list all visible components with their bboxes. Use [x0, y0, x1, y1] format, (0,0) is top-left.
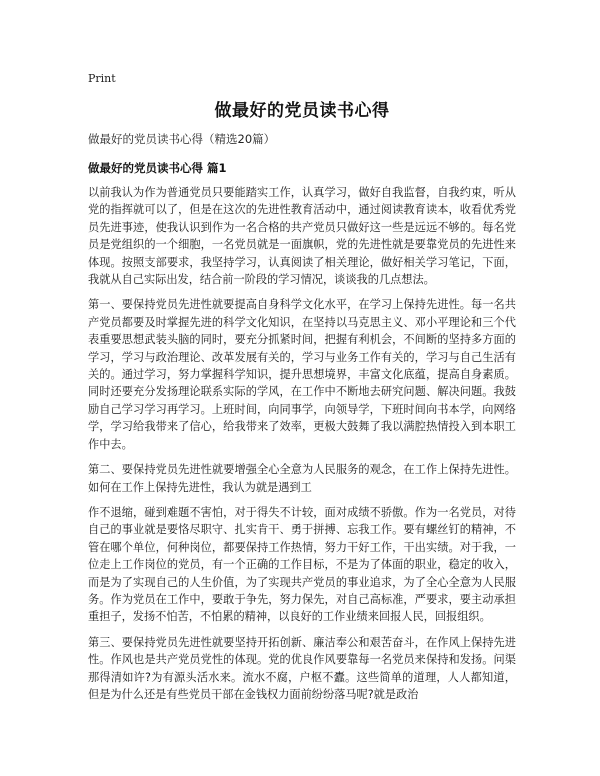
- document-subtitle: 做最好的党员读书心得（精选20篇）: [88, 132, 276, 146]
- paragraph: 第三、要保持党员先进性就要坚持开拓创新、廉洁奉公和艰苦奋斗，在作风上保持先进性。作风也是共产党员党性的体现。党的优良作风要靠每一名党员来保持和发扬。问渠那得清如许?为有源头活水来。流水不腐，户枢不蠹。这些简单的道理，人人都知道，但是为什么还是有些党员干部在金钱权力面前纷纷落马呢?就是政治: [88, 635, 516, 701]
- print-link[interactable]: Print: [88, 72, 116, 85]
- document-page: [88, 0, 516, 776]
- paragraph: 第二、要保持党员先进性就要增强全心全意为人民服务的观念，在工作上保持先进性。如何在工作上保持先进性，我认为就是遇到工: [88, 463, 516, 494]
- paragraph: 以前我认为作为普通党员只要能踏实工作，认真学习，做好自我监督，自我约束，听从党的指挥就可以了，但是在这次的先进性教育活动中，通过阅读教育读本，收看优秀党员先进事迹，使我认识到作为一名合格的共产党员只做好这一些是远远不够的。每名党员是党组织的一个细胞，一名党员就是一面旗帜，党的先进性就是要靠党员的先进性来体现。按照支部要求，我坚持学习，认真阅读了相关理论，做好相关学习笔记，下面，我就从自己实际出发，结合前一阶段的学习情况，谈谈我的几点想法。: [88, 186, 516, 287]
- document-body: [88, 184, 516, 711]
- paragraph: 第一、要保持党员先进性就要提高自身科学文化水平，在学习上保持先进性。每一名共产党员都要及时掌握先进的科学文化知识，在坚持以马克思主义、邓小平理论和三个代表重要思想武装头脑的同时，要充分抓紧时间，把握有利机会，不间断的坚持多方面的学习，学习与政治理论、改革发展有关的，学习与业务工作有关的，学习与自己生活有关的。通过学习，努力掌握科学知识，提升思想境界，丰富文化底蕴，提高自身素质。同时还要充分发扬理论联系实际的学风，在工作中不断地去研究问题、解决问题。我鼓励自己学习学习再学习。上班时间，向同事学，向领导学，下班时间向书本学，向网络学，学习给我带来了信心，给我带来了效率，更极大鼓舞了我以满腔热情投入到本职工作中去。: [88, 298, 516, 451]
- paragraph: 作不退缩，碰到难题不害怕，对于得失不计较，面对成绩不骄傲。作为一名党员，对待自己的事业就是要恪尽职守、扎实肯干、勇于拼搏、忘我工作。要有螺丝钉的精神，不管在哪个单位，何种岗位，都要保持工作热情，努力干好工作，干出实绩。对于我，一位走上工作岗位的党员，有一个正确的工作目标，不是为了体面的职业，稳定的收入，而是为了实现自己的人生价值，为了实现共产党员的事业追求，为了全心全意为人民服务。作为党员在工作中，要敢于争先，努力保先，对自己高标准，严要求，要主动承担重担子，发扬不怕苦，不怕累的精神，以良好的工作业绩来回报人民，回报组织。: [88, 505, 516, 624]
- section-heading: 做最好的党员读书心得 篇1: [88, 161, 227, 175]
- page-title: 做最好的党员读书心得: [214, 101, 390, 121]
